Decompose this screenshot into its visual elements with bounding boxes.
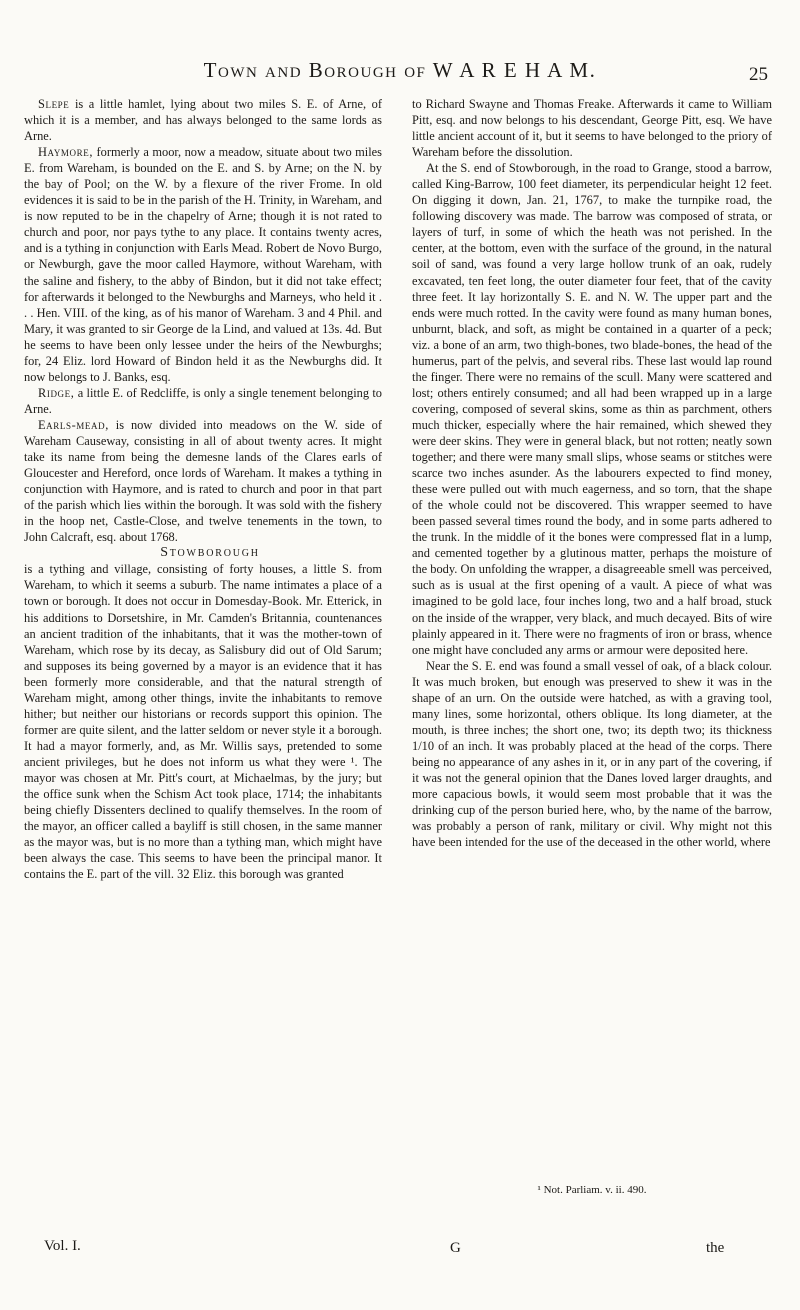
right-column: [412, 96, 772, 850]
paragraph-text: a little E. of Redcliffe, is only a single tenement belonging to Arne.: [24, 385, 382, 416]
paragraph-king-barrow: At the S. end of Stowborough, in the road to Grange, stood a barrow, called King-Barrow, 100 feet diameter, its perpendicular height 12 feet. On digging it down, Jan. 21, 1767, to make the turnpike road, the following discovery was made. The barrow was composed of strata, or layers of turf, in some of which the heath was not perished. In the center, at the bottom, even with the surface of the ground, in the natural soil of sand, was found a very large hollow trunk of an oak, rudely excavated, ten feet long, the outer diameter four feet, that of the cavity three feet. It lay horizontally S. E. and N. W. The upper part and the ends were much rotted. In the cavity were found as many human bones, unburnt, black, and soft, as might be contained in a quarter of a peck; viz. a bone of an arm, two thigh-bones, two blade-bones, the head of the humerus, part of the pelvis, and several ribs. These last would lap round the finger. There were no remains of the scull. Many were scattered and lost; others entirely consumed; and all had been wrapped up in a large covering, composed of several skins, some as thin as parchment, others much thicker, especially where the hair remained, which shewed they were deer skins. They were in general black, but not rotten; neatly sown together; and there were many small slips, whose seams or stitches were scarce two inches asunder. As the labourers expected to find money, these were pulled out with much eagerness, and so torn, that the shape of the whole could not be discovered. This wrapper seemed to have been passed several times round the body, and in some parts adhered to the trunk. In the middle of it the bones were compressed flat in a lump, and cemented together by a glutinous matter, perhaps the moisture of the body. On unfolding the wrapper, a disagreeable smell was perceived, such as is usual at the first opening of a vault. A piece of what was imagined to be gold lace, four inches long, two and a half broad, stuck on the inside of the wrapper, very black, and much decayed. Bits of wire plainly appeared in it. There were no fragments of iron or brass, whence one might have concluded any arms or armour were deposited here.: [412, 161, 772, 657]
entry-heading: Slepe: [38, 97, 70, 111]
volume-label: Vol. I.: [44, 1238, 81, 1254]
paragraph-text: is a little hamlet, lying about two miles S. E. of Arne, of which it is a member, and has always belonged to the same lords as Arne.: [24, 97, 382, 144]
entry-heading: Earls-mead,: [38, 417, 109, 432]
section-heading: Stowborough: [160, 545, 260, 561]
entry-heading: Ridge,: [38, 385, 75, 400]
paragraph-text: to Richard Swayne and Thomas Freake. Afterwards it came to William Pitt, esq. and now belongs to his descendant, George Pitt, esq. We have little ancient account of it, but it seems to have belonged to the priory of Wareham before the dissolution.: [412, 97, 772, 160]
paragraph-slepe: [24, 96, 382, 144]
paragraph-stowborough: is a tything and village, consisting of forty houses, a little S. from Wareham, to which it seems a suburb. The name intimates a place of a town or borough. It does not occur in Domesday-Book. Mr. Etterick, in his additions to Dorsetshire, in Mr. Camden's Britannia, countenances an ancient tradition of the inhabitants, that it was the mother-town of Wareham, which rose by its decay, as Salisbury did out of Old Sarum; and supposes its being governed by a mayor is an evidence that it has been formerly more considerable, and that the natural strength of Wareham might, among other things, invite the inhabitants to remove hither; but neither our historians or records support this opinion. The former are quite silent, and the latter seldom or never style it a borough. It had a mayor formerly, and, as Mr. Willis says, pretended to some ancient privileges, but he does not inform us what they were ¹. The mayor was chosen at Mr. Pitt's court, at Michaelmas, by the jury; but the office sunk when the Schism Act took place, 1714; the inhabitants being chiefly Dissenters declined to qualify themselves. In the room of the mayor, an officer called a bayliff is still chosen, in the same manner as the mayor was, but is no more than a tything man, which might have been always the case. This seems to have been the principal manor. It contains the E. part of the vill. 32 Eliz. this borough was granted: [24, 562, 382, 882]
paragraph-text: is now divided into meadows on the W. side of Wareham Causeway, consisting in all of about twenty acres. It might take its name from being the demesne lands of the Clares earls of Gloucester and Hereford, once lords of Wareham. It makes a tything in conjunction with Haymore, and is rated to church and poor in that part of the parish which lies within the borough. It was sold with the fishery in the hoop net, Castle-Close, and twelve tenements in the town, to John Calcraft, esq. about 1768.: [24, 417, 382, 545]
footnote: ¹ Not. Parliam. v. ii. 490.: [537, 1184, 647, 1196]
running-head: Town and Borough of W A R E H A M.: [203, 58, 597, 82]
signature-mark: G: [450, 1240, 461, 1256]
page-number: 25: [749, 64, 768, 85]
paragraph-oak-vessel: Near the S. E. end was found a small vessel of oak, of a black colour. It was much broken, but enough was preserved to shew it was in the shape of an urn. On the outside were hatched, as with a graving tool, many lines, some horizontal, others oblique. Its long diameter, at the mouth, is three inches; the short one, two; its depth two; its thickness 1/10 of an inch. It was probably placed at the head of the corps. There being no appearance of any ashes in it, or in any part of the covering, if it was not the general opinion that the Danes loved larger draughts, and more capacious bowls, it would seem most probable that it was the drinking cup of the person buried here, who, by the name of the barrow, was probably a person of rank, military or civil. Why might not this have been intended for the use of the deceased in the other world, where: [412, 658, 772, 850]
paragraph-earls-mead: [24, 417, 382, 545]
paragraph-ridge: [24, 385, 382, 417]
left-column: [24, 96, 382, 882]
paragraph-haymore: [24, 144, 382, 385]
paragraph-text: formerly a moor, now a meadow, situate about two miles E. from Wareham, is bounded on the E. and S. by Arne; on the N. by the bay of Pool; on the W. by a flexure of the river Frome. In old evidences it is said to be in the parish of the H. Trinity, in Wareham, and is now reputed to be in the chapelry of Arne; though it is not rated to church and poor, nor pays tythe to any place. It contains twenty acres, and is a tything in conjunction with Earls Mead. Robert de Novo Burgo, or Newburgh, gave the moor called Haymore, without Wareham, with the saline and fishery, to the abby of Bindon, but it did not take effect; for afterwards it belonged to the Newburghs and Marneys, who held it . . . Hen. VIII. of the king, as of his manor of Wareham. 3 and 4 Phil. and Mary, it was granted to sir George de la Lind, and valued at 13s. 4d. But he seems to have been only lessee under the heirs of the Newburghs; for, 24 Eliz. lord Howard of Bindon held it as the Newburghs did. It now belongs to J. Banks, esq.: [24, 145, 382, 384]
entry-heading: Haymore,: [38, 145, 94, 160]
catchword: the: [706, 1240, 725, 1256]
